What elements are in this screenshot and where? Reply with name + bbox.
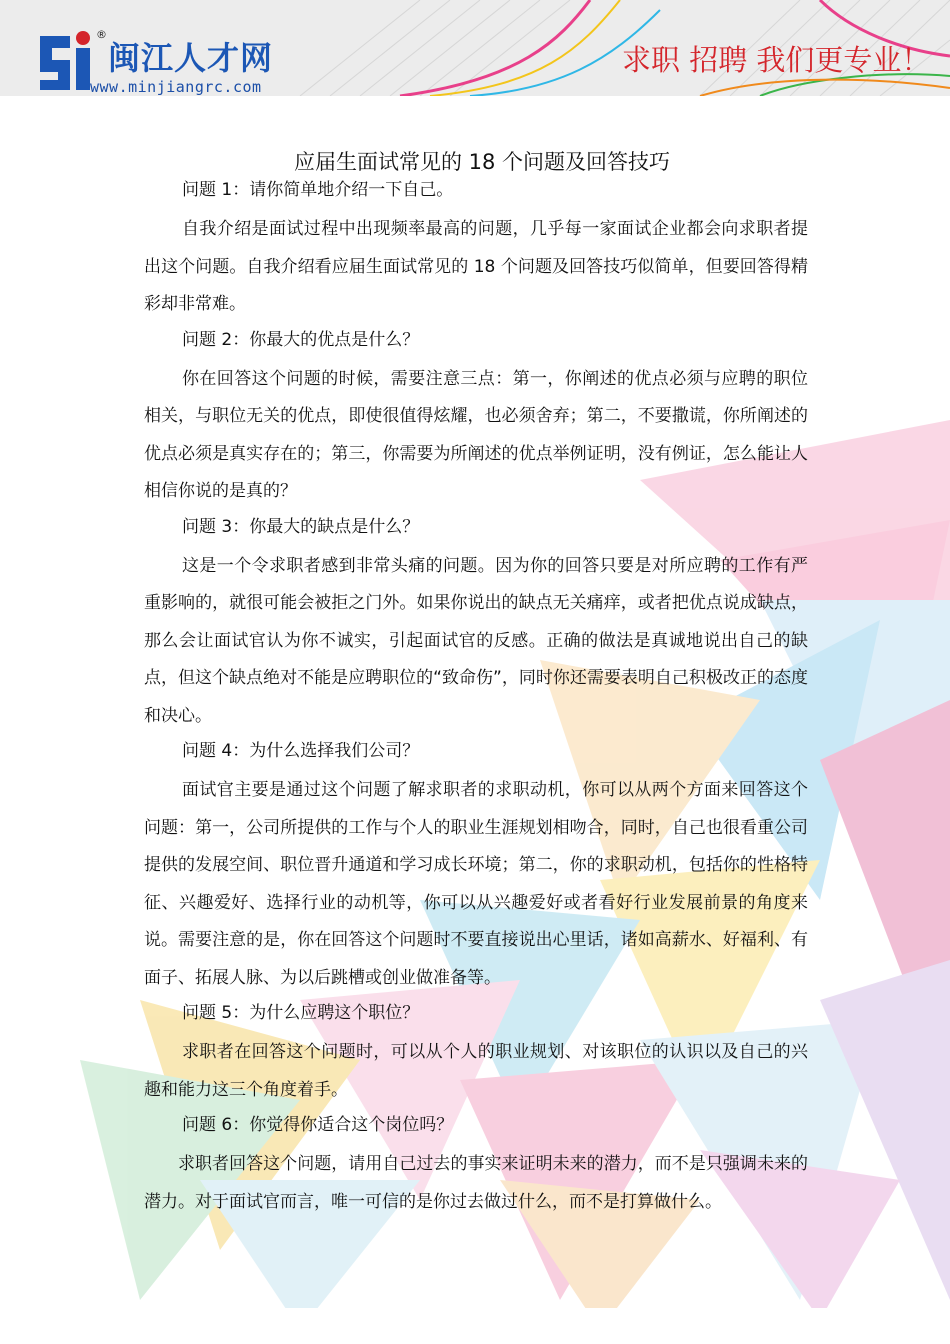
- answer-3: 这是一个令求职者感到非常头痛的问题。因为你的回答只要是对所应聘的工作有严重影响的，就很可能会被拒之门外。如果你说出的缺点无关痛痒，或者把优点说成缺点，那么会让面试官认为你不诚实，引起面试官的反感。正确的做法是真诚地说出自己的缺点，但这个缺点绝对不能是应聘职位的“致命伤”，同时你还需要表明自己积极改正的态度和决心。: [144, 555, 808, 726]
- question-3: 问题 3：你最大的缺点是什么？: [182, 516, 420, 537]
- answer-5: 求职者在回答这个问题时，可以从个人的职业规划、对该职位的认识以及自己的兴趣和能力这三个角度着手。: [144, 1042, 808, 1100]
- registered-mark: ®: [96, 28, 107, 41]
- answer-6: 求职者回答这个问题，请用自己过去的事实来证明未来的潜力，而不是只强调未来的潜力。对于面试官而言，唯一可信的是你过去做过什么，而不是打算做什么。: [144, 1154, 808, 1212]
- answer-1: 自我介绍是面试过程中出现频率最高的问题，几乎每一家面试企业都会向求职者提出这个问题。自我介绍看应届生面试常见的 18 个问题及回答技巧似简单，但要回答得精彩却非常难。: [144, 219, 808, 314]
- question-5: 问题 5：为什么应聘这个职位？: [182, 1003, 420, 1023]
- brand-url: www.minjiangrc.com: [90, 78, 262, 96]
- document-body: [144, 148, 808, 1221]
- answer-4: 面试官主要是通过这个问题了解求职者的求职动机，你可以从两个方面来回答这个问题：第一，公司所提供的工作与个人的职业生涯规划相吻合，同时，自己也很看重公司提供的发展空间、职位晋升通道和学习成长环境；第二，你的求职动机，包括你的性格特征、兴趣爱好、选择行业的动机等，你可以从兴趣爱好或者看好行业发展前景的角度来说。需要注意的是，你在回答这个问题时不要直接说出心里话，诸如高薪水、好福利、有面子、拓展人脉、为以后跳槽或创业做准备等。: [144, 780, 808, 988]
- question-6: 问题 6：你觉得你适合这个岗位吗？: [182, 1115, 454, 1135]
- question-1: 问题 1：请你简单地介绍一下自己。: [182, 180, 454, 200]
- document-title: 应届生面试常见的 18 个问题及回答技巧: [293, 150, 671, 174]
- answer-2: 你在回答这个问题的时候，需要注意三点：第一，你阐述的优点必须与应聘的职位相关，与职位无关的优点，即使很值得炫耀，也必须舍弃；第二，不要撒谎，你所阐述的优点必须是真实存在的；第三，你需要为所阐述的优点举例证明，没有例证，怎么能让人相信你说的是真的？: [144, 368, 808, 501]
- slogan: 求职 招聘 我们更专业！: [622, 43, 931, 77]
- brand-name: 闽江人才网: [108, 39, 274, 77]
- question-4: 问题 4：为什么选择我们公司？: [182, 741, 420, 761]
- header-banner: [0, 0, 950, 96]
- question-2: 问题 2：你最大的优点是什么？: [182, 329, 420, 350]
